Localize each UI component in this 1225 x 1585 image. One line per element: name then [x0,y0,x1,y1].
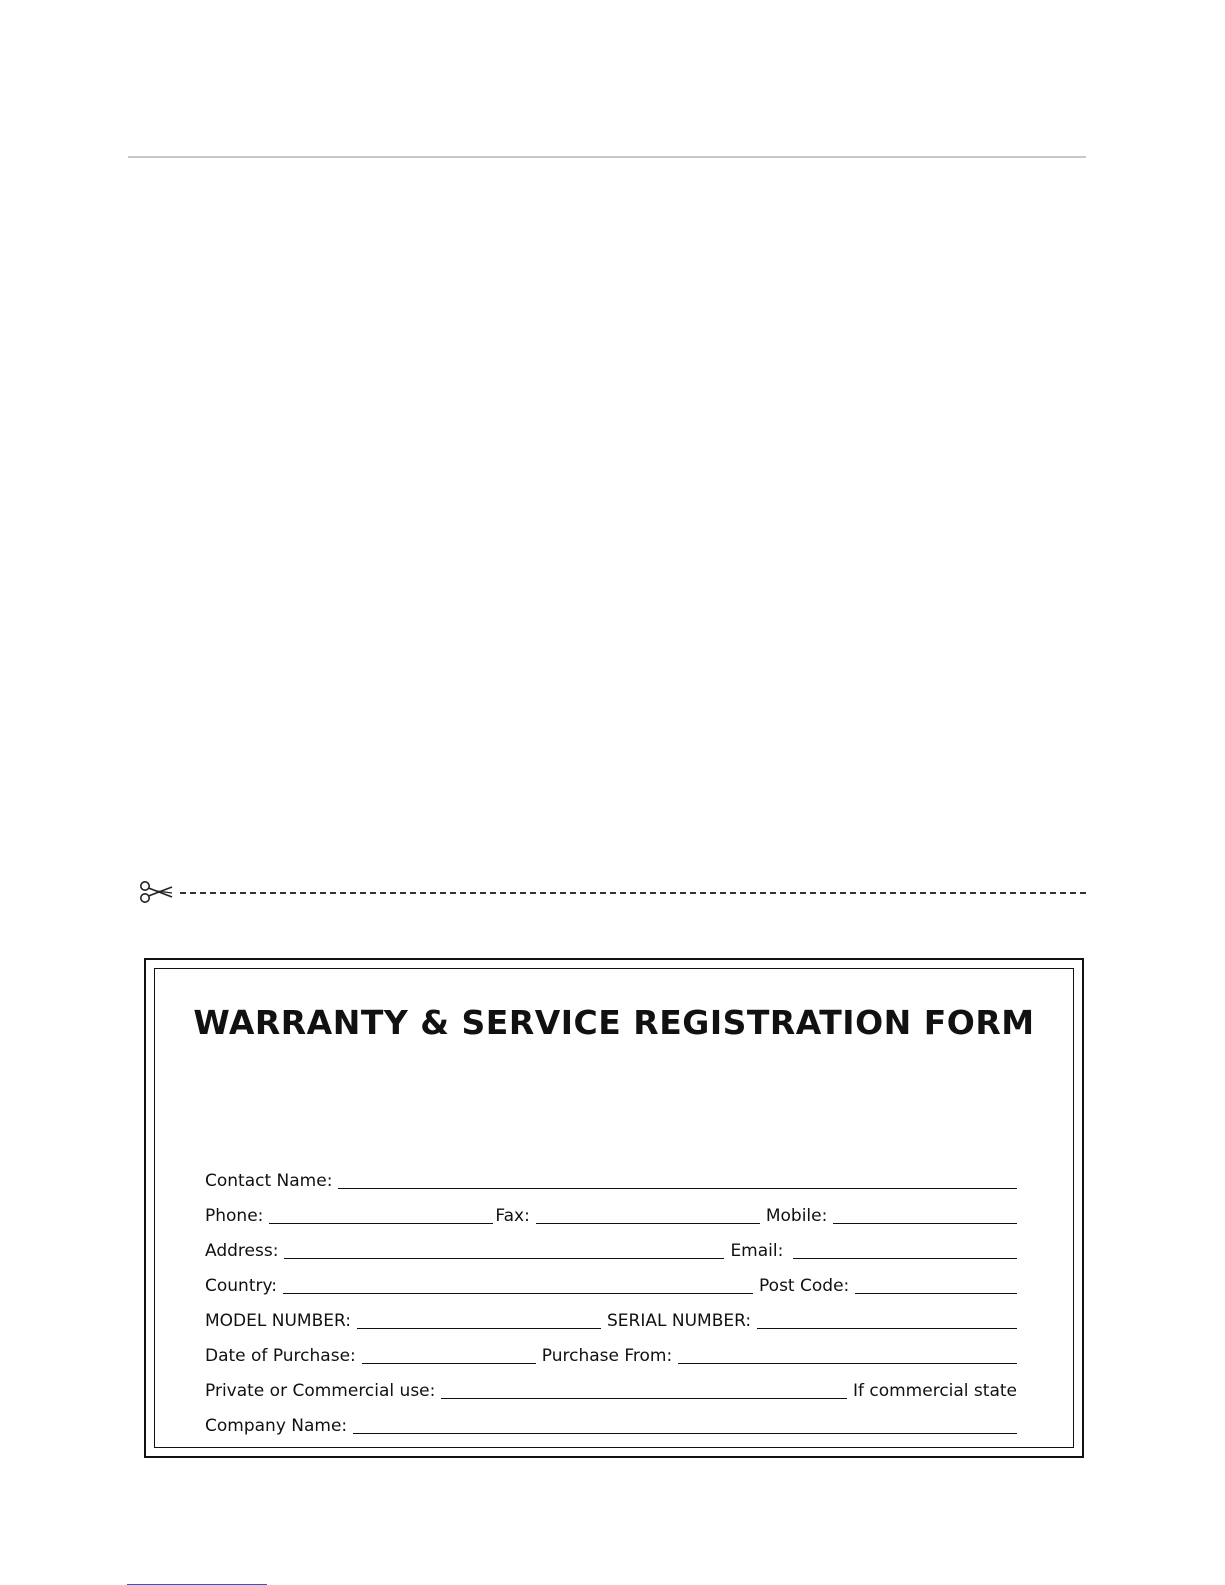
row-contact-name [205,1159,1017,1194]
form-title: WARRANTY & SERVICE REGISTRATION FORM [193,1003,1035,1042]
date-of-purchase-field[interactable] [362,1363,536,1364]
registration-form-frame [144,958,1084,1458]
purchase-from-label: Purchase From: [541,1346,673,1366]
company-name-label: Company Name: [205,1416,348,1436]
contact-name-field[interactable] [338,1188,1017,1189]
company-name-field[interactable] [353,1433,1017,1434]
row-address [205,1229,1017,1264]
model-number-field[interactable] [357,1328,601,1329]
top-divider [128,156,1086,158]
commercial-note-label: If commercial state [852,1381,1017,1401]
purchase-from-field[interactable] [678,1363,1017,1364]
address-label: Address: [205,1241,279,1261]
row-country [205,1264,1017,1299]
country-field[interactable] [283,1293,753,1294]
contact-name-label: Contact Name: [205,1171,333,1191]
phone-label: Phone: [205,1206,264,1226]
private-or-commercial-label: Private or Commercial use: [205,1381,436,1401]
mobile-field[interactable] [833,1223,1017,1224]
address-field[interactable] [284,1258,724,1259]
cut-here-line [138,880,1088,906]
row-usage [205,1369,1017,1404]
post-code-label: Post Code: [759,1276,850,1296]
row-purchase [205,1334,1017,1369]
dashed-cut-line [180,892,1086,894]
registration-form-inner-frame [154,968,1074,1448]
email-field[interactable] [793,1258,1017,1259]
scissors-icon [138,880,174,904]
row-model-serial [205,1299,1017,1334]
fax-field[interactable] [536,1223,760,1224]
serial-number-label: SERIAL NUMBER: [607,1311,752,1331]
row-phone [205,1194,1017,1229]
fax-label: Fax: [495,1206,530,1226]
date-of-purchase-label: Date of Purchase: [205,1346,356,1366]
model-number-label: MODEL NUMBER: [205,1311,352,1331]
country-label: Country: [205,1276,278,1296]
mobile-label: Mobile: [765,1206,828,1226]
form-fields [205,1159,1017,1439]
serial-number-field[interactable] [757,1328,1017,1329]
phone-field[interactable] [269,1223,493,1224]
post-code-field[interactable] [855,1293,1017,1294]
email-label: Email: [730,1241,784,1261]
row-company-name [205,1404,1017,1439]
private-or-commercial-field[interactable] [441,1398,847,1399]
